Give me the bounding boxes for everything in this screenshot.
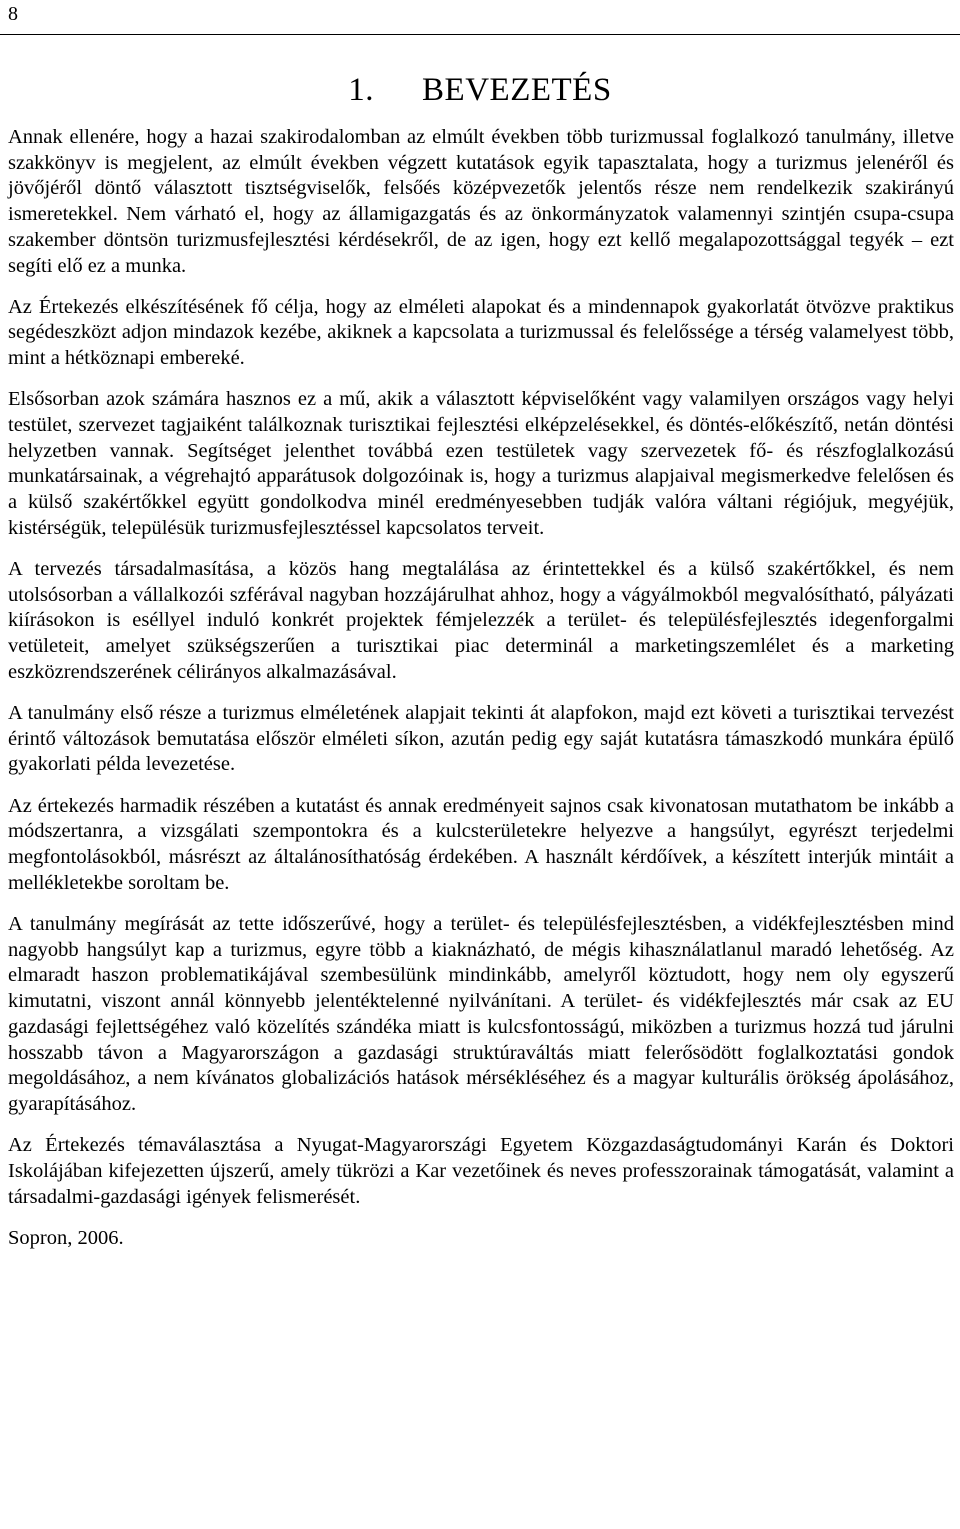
chapter-title: BEVEZETÉS xyxy=(422,72,612,108)
paragraph-structure-part1: A tanulmány első része a turizmus elméletének alapjait tekinti át alapfokon, majd ezt követi a turisztikai tervezést érintő változások bemutatása először elméleti síkon, azután pedig egy saját kutatásra támaszkodó munkára épülő gyakorlati példa levezetése. xyxy=(8,702,954,776)
chapter-number: 1. xyxy=(348,72,375,108)
signature-place-date: Sopron, 2006. xyxy=(8,1226,124,1249)
paragraph-goal: Az Értekezés elkészítésének fő célja, hogy az elméleti alapokat és a mindennapok gyakorlatát ötvözve praktikus segédeszközt adjon mindazok kezébe, akiknek a kapcsolata a turizmussal és felelőssége a térség valamelyest több, mint a hétköznapi embereké. xyxy=(8,295,954,370)
paragraph-planning: A tervezés társadalmasítása, a közös hang megtalálása az érintettekkel és a külső szakértőkkel, és nem utolsósorban a vállalkozói szférával nagyban hozzájárulhat ahhoz, hogy a vágyálmokból megvalósítható, pályázati kiírásokon is eséllyel induló konkrét projektek fémjelezzék a terület- és településfejlesztés idegenforgalmi vetületeit, amelyet szükségszerűen a turisztikai piac determinál a marketingszemlélet és a marketing eszközrendszerének célirányos alkalmazásával. xyxy=(8,558,954,683)
paragraph-intro: Annak ellenére, hogy a hazai szakirodalomban az elmúlt években több turizmussal foglalkozó tanulmány, illetve szakkönyv is megjelent, az elmúlt években végzett kutatások egyik tapasztalata, hogy a turizmus jelenéről és jövőjéről döntő választott tisztségviselők, felsőés középvezetők jelentős része nem rendelkezik szakirányú ismeretekkel. Nem várható el, hogy az államigazgatás és az önkormányzatok valamennyi szintjén csupa-csupa szakember döntsön turizmusfejlesztési kérdésekről, de az igen, hogy ezt kellő megalapozottsággal tegyék – ezt segíti elő ez a munka. xyxy=(8,126,954,277)
paragraph-topic-choice: Az Értekezés témaválasztása a Nyugat-Magyarországi Egyetem Közgazdaságtudományi Karán és Doktori Iskolájában kifejezetten újszerű, amely tükrözi a Kar vezetőinek és neves professzorainak támogatását, valamint a társadalmi-gazdasági igények felismerését. xyxy=(8,1134,954,1208)
header-rule xyxy=(0,34,960,35)
paragraph-structure-part3: Az értekezés harmadik részében a kutatást és annak eredményeit sajnos csak kivonatosan mutathatom be inkább a módszertanra, a vizsgálati szempontokra és a kulcsterületekre helyezve a hangsúlyt, egyrészt terjedelmi megfontolásokból, másrészt az általánosíthatóság érdekében. A használt kérdőívek, a készített interjúk mintáit a mellékletekbe soroltam be. xyxy=(8,794,954,894)
paragraph-audience: Elsősorban azok számára hasznos ez a mű, akik a választott képviselőként vagy valamilyen országos vagy helyi testület, szervezet tagjaiként találkoznak turisztikai fejlesztési elképzelésekkel, és döntés-előkészítő, netán döntési helyzetben vannak. Segítséget jelenthet továbbá ezen testületek vagy szervezetek fő- és részfoglalkozású munkatársainak, a végrehajtó apparátusok dolgozóinak is, hogy a turizmus alapjaival megismerkedve felelősen és a külső szakértőkkel együtt gondolkodva minél eredményesebben tudják valóra váltani régiójuk, megyéjük, kistérségük, településük turizmusfejlesztéssel kapcsolatos terveit. xyxy=(8,388,954,539)
paragraph-timeliness: A tanulmány megírását az tette időszerűvé, hogy a terület- és településfejlesztésben, a vidékfejlesztésben mind nagyobb hangsúlyt kap a turizmus, egyre több a kiaknázható, de mégis kihasználatlanul maradó lehetőség. Az elmaradt haszon problematikájával szembesülünk mindinkább, amelyről köztudott, hogy nem oly egyszerű kimutatni, viszont annál könnyebb jelentéktelenné nyilvánítani. A terület- és vidékfejlesztés már csak az EU gazdasági fejlettségéhez való közelítés szándéka miatt is kulcsfontosságú, miközben a turizmus hozzá tud járulni hosszabb távon a Magyarországon a gazdasági struktúraváltás miatt felerősödött foglalkoztatási gondok megoldásához, a nem kívánatos globalizációs hatások mérsékléséhez és a magyar kulturális örökség ápolásához, gyarapításához. xyxy=(8,912,954,1115)
chapter-heading xyxy=(0,70,960,110)
page-number: 8 xyxy=(8,3,18,25)
body-text xyxy=(8,125,954,1267)
